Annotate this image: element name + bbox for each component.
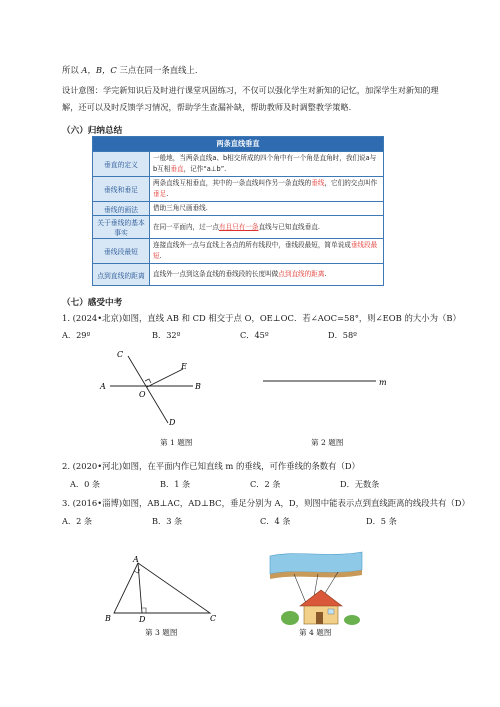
conclusion-prefix: 所以 [62, 65, 82, 75]
row-key: 垂线段最短 [93, 239, 150, 264]
row-value: 两条直线互相垂直，其中的一条直线叫作另一条直线的垂线，它们的交点叫作垂足. [150, 177, 384, 202]
section-summary-title: （六）归纳总结 [62, 126, 123, 136]
fig3-label-c: C [210, 614, 217, 623]
question-3-text: 3. (2016•淄博)如图，AB⊥AC，AD⊥BC，垂足分别为 A，D，则图中能表示点到直线距离的线段共有（D） [62, 498, 470, 508]
figure-2-line-m [258, 375, 388, 389]
q1-option-b: B．32º [152, 330, 181, 340]
table-row [93, 177, 384, 202]
fig3-label-b: B [105, 614, 111, 623]
table-row [93, 216, 384, 239]
fig3-label-a: A [133, 555, 139, 564]
conclusion-line [62, 64, 198, 76]
fig1-label-o: O [139, 390, 146, 399]
row-key: 垂线的画法 [93, 202, 150, 216]
question-1-text: 1. (2024•北京)如图，直线 AB 和 CD 相交于点 O，OE⊥OC．若∠AOC=58°，则∠EOB 的大小为（B） [62, 313, 461, 323]
summary-header: 两条直线垂直 [93, 137, 384, 152]
conclusion-suffix: 三点在同一条直线上. [116, 65, 198, 75]
row-key: 垂直的定义 [93, 152, 150, 177]
q3-option-b: B．3 条 [152, 516, 183, 526]
q1-option-a: A．29º [62, 330, 91, 340]
table-row [93, 152, 384, 177]
row-value: 连接直线外一点与直线上各点的所有线段中，垂线段最短，简单说成垂线段最短. [150, 239, 384, 264]
q2-option-b: B．1 条 [160, 479, 191, 489]
fig1-label-e: E [181, 362, 187, 371]
fig1-label-d: D [169, 418, 176, 427]
q2-option-c: C．2 条 [250, 479, 281, 489]
table-row [93, 239, 384, 264]
fig3-label-d: D [139, 615, 146, 624]
figure-1-caption: 第 1 题图 [160, 438, 193, 447]
figure-4-river-house-illustration [268, 548, 364, 628]
table-row [93, 202, 384, 216]
row-value: 一般地，当两条直线a、b相交所成的四个角中有一个角是直角时，我们说a与b互相垂直，记作“a⊥b”. [150, 152, 384, 177]
fig1-label-b: B [195, 382, 201, 391]
fig1-label-a: A [100, 382, 106, 391]
row-value: 借助三角尺画垂线. [150, 202, 384, 216]
fig2-label-m: m [379, 378, 387, 387]
design-intent: 设计意图：学完新知识后及时进行课堂巩固练习，不仅可以强化学生对新知的记忆，加深学生对新知的理解，还可以及时反馈学习情况，帮助学生查漏补缺，帮助教师及时调整教学策略. [62, 85, 439, 112]
q3-option-a: A．2 条 [62, 516, 93, 526]
row-value: 在同一平面内，过一点有且只有一条直线与已知直线垂直. [150, 216, 384, 239]
q2-option-d: D．无数条 [340, 479, 380, 489]
table-row [93, 264, 384, 286]
q3-option-d: D．5 条 [366, 516, 397, 526]
row-key: 点到直线的距离 [93, 264, 150, 286]
conclusion-points: A，B，C [81, 65, 117, 75]
row-value: 直线外一点到这条直线的垂线段的长度叫做点到直线的距离. [150, 264, 384, 286]
figure-2-caption: 第 2 题图 [311, 438, 344, 447]
row-key: 关于垂线的基本事实 [93, 216, 150, 239]
section-exam-title: （七）感受中考 [62, 298, 123, 308]
figure-1-intersecting-lines [95, 343, 215, 431]
summary-table [92, 136, 384, 286]
row-key: 垂线和垂足 [93, 177, 150, 202]
fig1-label-c: C [117, 350, 124, 359]
q1-option-c: C．45º [240, 330, 269, 340]
figure-3-right-triangle [102, 555, 222, 625]
question-2-text: 2. (2020•河北)如图，在平面内作已知直线 m 的垂线，可作垂线的条数有（D） [62, 461, 360, 471]
q2-option-a: A．0 条 [70, 479, 101, 489]
figure-3-caption: 第 3 题图 [145, 628, 178, 637]
figure-4-caption: 第 4 题图 [299, 628, 332, 637]
q1-option-d: D．58º [328, 330, 358, 340]
q3-option-c: C．4 条 [260, 516, 291, 526]
